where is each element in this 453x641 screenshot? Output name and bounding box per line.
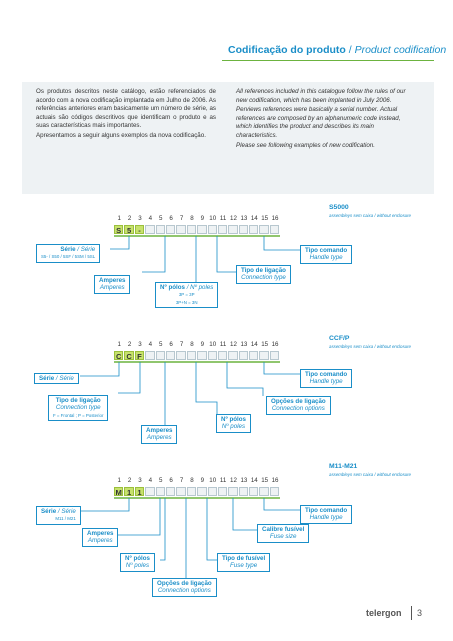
- label-opcoes: Opções de ligação Connection options: [266, 396, 331, 415]
- footer-divider: [411, 606, 412, 620]
- label-comando: Tipo comando Handle type: [300, 245, 352, 264]
- code-char: M: [115, 488, 122, 497]
- intro-text-en: All references included in this catalogue follow the rules of our new codification, which has been implanted in July 2006. Perviews references were basically a serial number. Actual references are composed by an alphanumeric code instead, which identifies the product and describes its main characteristics. Please see following examples of new codification.: [236, 88, 406, 149]
- label-amperes: Amperes Amperes: [94, 275, 130, 294]
- label-calibre: Calibre fusível Fuse size: [257, 524, 309, 543]
- brand-logo: telergon: [366, 608, 402, 618]
- code-char: 1: [124, 487, 133, 496]
- label-comando: Tipo comando Handle type: [300, 505, 352, 524]
- digit-row: 1 2 3 4 5 6 7 8 9 10 11 12 13 14 15 16: [117, 215, 279, 222]
- label-serie: Série / Série M11 / M21: [36, 506, 81, 525]
- label-serie: Série / Série S5- / S50 / 5SF / 5SM / 5SL: [36, 244, 100, 263]
- section-subtitle: assembleys sem caixa / without enclosure: [329, 213, 411, 218]
- code-char: C: [115, 352, 122, 361]
- label-comando: Tipo comando Handle type: [300, 369, 352, 388]
- section-title-m11-m21: M11-M21: [329, 463, 358, 470]
- code-char: 1: [135, 487, 144, 496]
- label-fusivel: Tipo de fusível Fuse type: [217, 553, 270, 572]
- page-number: 3: [417, 608, 423, 618]
- code-char: S: [114, 225, 123, 234]
- code-char: 5: [124, 225, 133, 234]
- page-title: Codificação do produto / Product codification: [228, 44, 447, 56]
- label-amperes: Amperes Amperes: [141, 425, 177, 444]
- section-title-s5000: S5000: [329, 204, 349, 211]
- label-polos: Nº pólos / Nº poles 3P = 3P 3P+N = 3N: [155, 282, 218, 308]
- section-title-ccfp: CCF/P: [329, 335, 350, 342]
- digit-row: 1 2 3 4 5 6 7 8 9 10 11 12 13 14 15 16: [117, 341, 279, 348]
- section-subtitle: assembleys sem caixa / without enclosure: [329, 344, 411, 349]
- digit-row: 1 2 3 4 5 6 7 8 9 10 11 12 13 14 15 16: [117, 477, 279, 484]
- code-char: F: [135, 351, 144, 360]
- label-opcoes: Opções de ligação Connection options: [152, 578, 217, 597]
- label-polos: Nº pólos Nº poles: [216, 414, 251, 433]
- intro-text-pt: Os produtos descritos neste catálogo, estão referenciados de acordo com a nova codificação implantada em Julho de 2006. As referências anteriores eram basicamente um número de série, as actuais são códigos descritivos que identificam o produto e as suas características mais importantes. Apresentamos a seguir alguns exemplos da nova codificação.: [36, 88, 216, 139]
- label-polos: Nº pólos Nº poles: [120, 553, 155, 572]
- label-ligacao: Tipo de ligação Connection type: [236, 265, 291, 284]
- code-char: -: [135, 225, 144, 234]
- code-char: C: [126, 352, 132, 361]
- label-ligacao: Tipo de ligação Connection type F = Frontal ; P = Posterior: [48, 395, 108, 421]
- section-subtitle: assembleys sem caixa / without enclosure: [329, 472, 411, 477]
- label-amperes: Amperes Amperes: [82, 528, 118, 547]
- label-serie: Série / Série: [34, 373, 79, 384]
